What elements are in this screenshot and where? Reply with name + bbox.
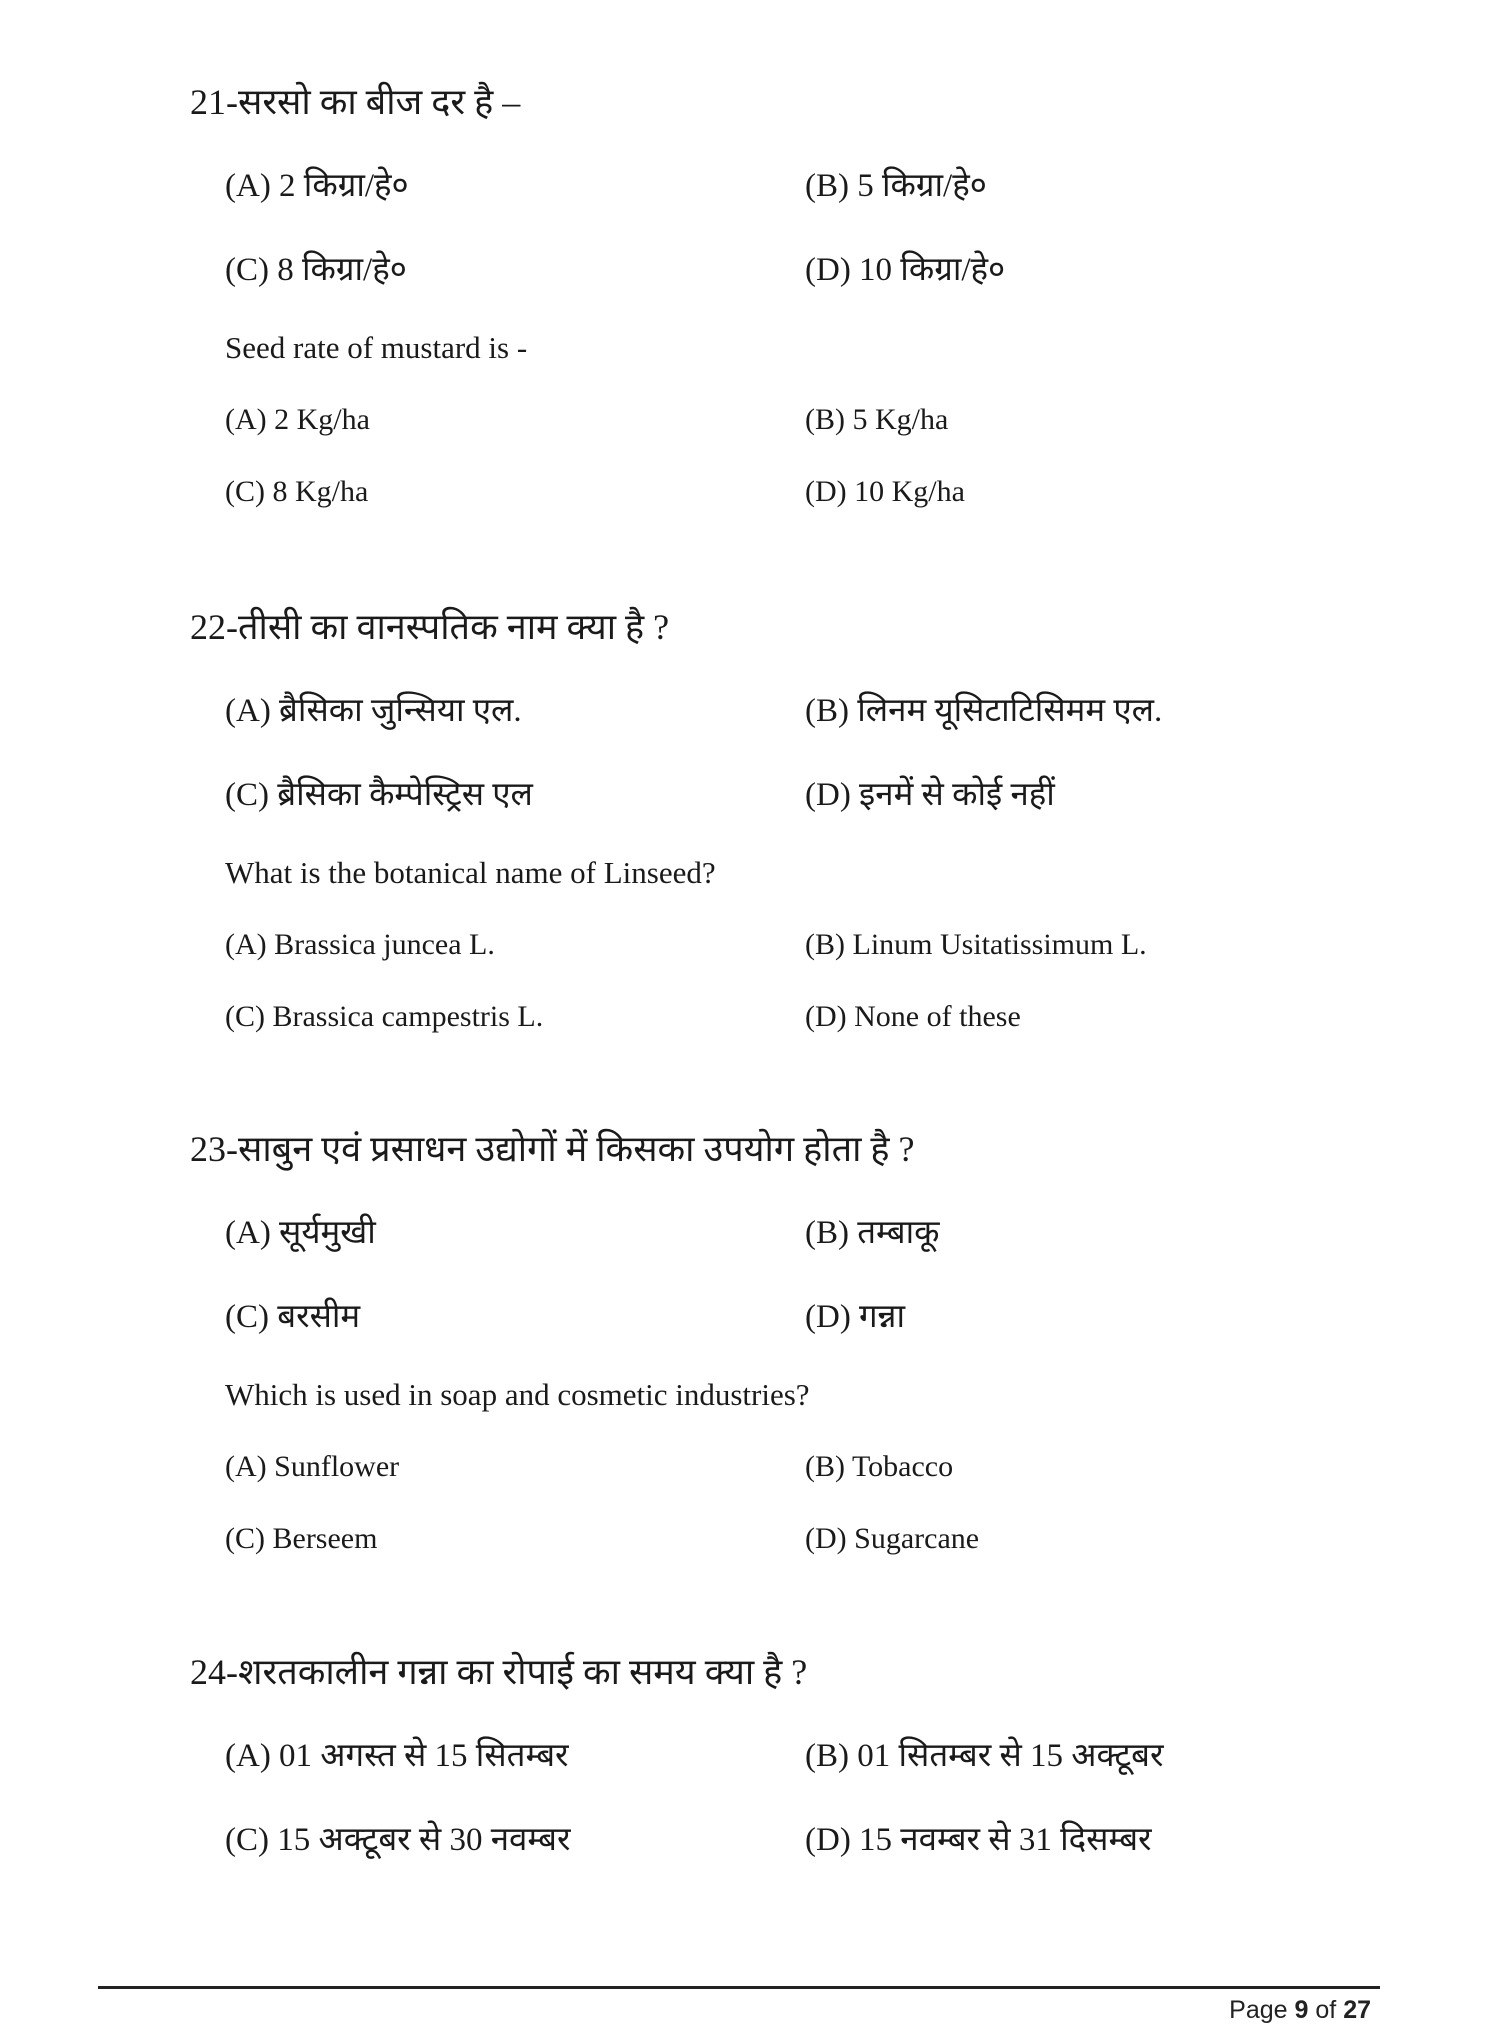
option-d-english: (D) None of these xyxy=(805,1000,1021,1033)
option-b-english: (B) Tobacco xyxy=(805,1450,954,1483)
option-b-hindi: (B) 5 किग्रा/हे० xyxy=(805,168,987,204)
question-22 xyxy=(190,605,1340,1041)
option-a-hindi: (A) 2 किग्रा/हे० xyxy=(225,168,409,204)
question-stem-hindi: 24-शरतकालीन गन्ना का रोपाई का समय क्या है ? xyxy=(190,1652,808,1692)
footer-divider xyxy=(98,1986,1380,1989)
options-row xyxy=(225,773,1340,817)
option-c-hindi: (C) बरसीम xyxy=(225,1299,361,1335)
option-d-english: (D) 10 Kg/ha xyxy=(805,475,965,508)
option-c-hindi: (C) 15 अक्टूबर से 30 नवम्बर xyxy=(225,1822,571,1858)
page-footer xyxy=(1229,1996,1371,2025)
option-d-hindi: (D) इनमें से कोई नहीं xyxy=(805,777,1055,813)
option-d-hindi: (D) गन्ना xyxy=(805,1299,905,1335)
question-stem-english: What is the botanical name of Linseed? xyxy=(225,855,716,890)
option-c-hindi: (C) 8 किग्रा/हे० xyxy=(225,252,407,288)
option-b-english: (B) Linum Usitatissimum L. xyxy=(805,928,1147,961)
of-label: of xyxy=(1315,1996,1337,2024)
option-c-english: (C) Berseem xyxy=(225,1522,378,1555)
option-d-hindi: (D) 10 किग्रा/हे० xyxy=(805,252,1006,288)
option-a-english: (A) 2 Kg/ha xyxy=(225,403,370,436)
options-row xyxy=(225,1211,1340,1255)
options-row xyxy=(225,1447,1340,1491)
options-row xyxy=(225,472,1340,516)
options-row xyxy=(225,689,1340,733)
option-c-hindi: (C) ब्रैसिका कैम्पेस्ट्रिस एल xyxy=(225,777,533,813)
option-b-hindi: (B) तम्बाकू xyxy=(805,1215,940,1251)
question-23 xyxy=(190,1127,1340,1563)
option-d-english: (D) Sugarcane xyxy=(805,1522,980,1555)
question-stem-hindi: 23-साबुन एवं प्रसाधन उद्योगों में किसका उपयोग होता है ? xyxy=(190,1129,915,1169)
options-row xyxy=(225,248,1340,292)
options-row xyxy=(225,164,1340,208)
option-a-hindi: (A) ब्रैसिका जुन्सिया एल. xyxy=(225,693,522,729)
options-row xyxy=(225,400,1340,444)
total-pages: 27 xyxy=(1343,1996,1371,2024)
option-a-english: (A) Brassica juncea L. xyxy=(225,928,495,961)
option-c-english: (C) Brassica campestris L. xyxy=(225,1000,544,1033)
option-c-english: (C) 8 Kg/ha xyxy=(225,475,369,508)
options-row xyxy=(225,925,1340,969)
option-a-hindi: (A) सूर्यमुखी xyxy=(225,1215,376,1251)
options-row xyxy=(225,1734,1340,1778)
question-stem-hindi: 21-सरसो का बीज दर है – xyxy=(190,82,521,122)
options-row xyxy=(225,1818,1340,1862)
question-24 xyxy=(190,1650,1340,1862)
options-row xyxy=(225,997,1340,1041)
question-stem-english: Seed rate of mustard is - xyxy=(225,330,528,365)
option-b-hindi: (B) लिनम यूसिटाटिसिमम एल. xyxy=(805,693,1163,729)
options-row xyxy=(225,1519,1340,1563)
option-a-english: (A) Sunflower xyxy=(225,1450,400,1483)
question-stem-english: Which is used in soap and cosmetic industries? xyxy=(225,1377,810,1412)
option-a-hindi: (A) 01 अगस्त से 15 सितम्बर xyxy=(225,1738,569,1774)
option-d-hindi: (D) 15 नवम्बर से 31 दिसम्बर xyxy=(805,1822,1152,1858)
options-row xyxy=(225,1295,1340,1339)
option-b-hindi: (B) 01 सितम्बर से 15 अक्टूबर xyxy=(805,1738,1164,1774)
page-label: Page xyxy=(1229,1996,1288,2024)
question-stem-hindi: 22-तीसी का वानस्पतिक नाम क्या है ? xyxy=(190,607,670,647)
question-21 xyxy=(190,80,1340,516)
page-number: 9 xyxy=(1294,1996,1309,2024)
option-b-english: (B) 5 Kg/ha xyxy=(805,403,949,436)
